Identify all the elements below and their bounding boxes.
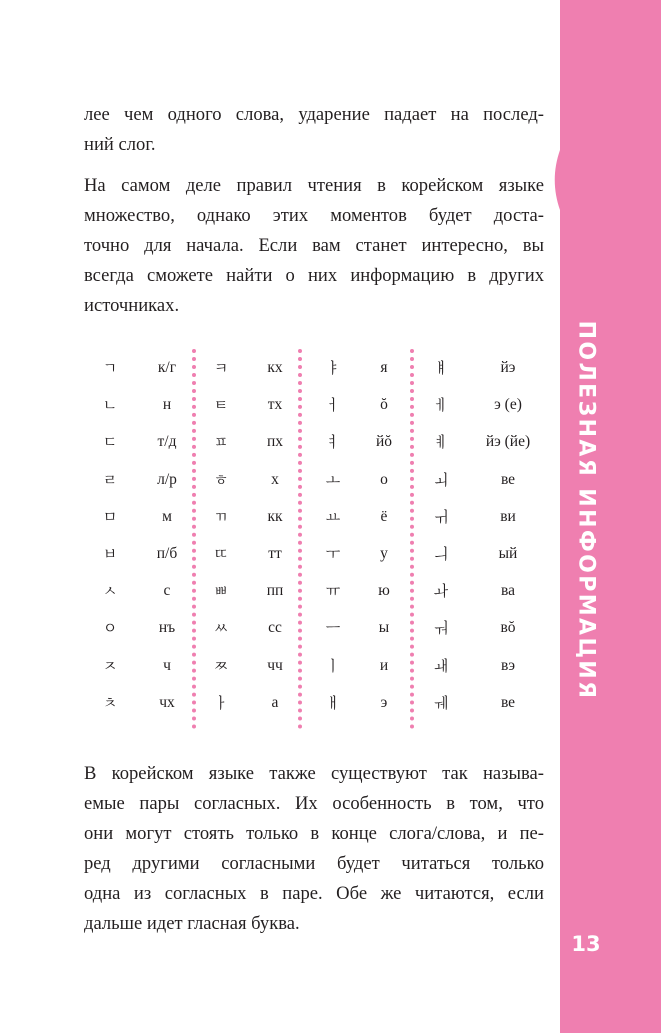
vowel-reading: э (е)	[494, 396, 522, 414]
korean-consonant: ㅊ	[102, 693, 118, 712]
korean-consonant: ㅇ	[102, 619, 118, 638]
alphabet-row	[90, 576, 550, 606]
text-line: емые пары согласных. Их особенность в том, что	[84, 793, 544, 814]
text-line: ред другими согласными будет читаться только	[84, 853, 544, 874]
korean-vowel: ㅞ	[433, 693, 449, 712]
korean-consonant: ㅎ	[213, 470, 229, 489]
korean-vowel: ㅝ	[433, 619, 449, 638]
vowel-reading: ве	[500, 470, 516, 488]
consonant-reading: пх	[266, 433, 284, 451]
vowel-reading: вэ	[501, 656, 515, 674]
vowel-reading: ви	[500, 507, 516, 525]
consonant-reading: л/р	[157, 470, 177, 488]
text-line: лее чем одного слова, ударение падает на послед-	[84, 104, 544, 125]
consonant-reading: сс	[268, 619, 282, 637]
korean-vowel: ㅟ	[433, 507, 449, 526]
side-tab-title: ПОЛЕЗНАЯ ИНФОРМАЦИЯ	[573, 320, 599, 700]
vowel-reading: ва	[501, 582, 515, 600]
vowel-reading: ы	[378, 619, 390, 637]
korean-vowel: ㅐ	[325, 693, 341, 712]
alphabet-row	[90, 353, 550, 383]
vowel-reading: у	[380, 545, 388, 562]
korean-consonant: ㄷ	[102, 433, 118, 452]
vowel-reading: о	[380, 470, 388, 488]
alphabet-row	[90, 465, 550, 495]
text-line: точно для начала. Если вам станет интересно, вы	[84, 235, 544, 256]
vowel-reading: и	[379, 656, 389, 674]
korean-consonant: ㄲ	[213, 507, 229, 526]
korean-consonant: ㄸ	[213, 545, 229, 563]
consonant-reading: кх	[267, 359, 283, 376]
korean-vowel: ㅣ	[325, 656, 341, 675]
text-line: В корейском языке также существуют так называ-	[84, 763, 544, 784]
korean-vowel: ㅗ	[325, 470, 341, 489]
vowel-reading: вŏ	[500, 619, 516, 637]
alphabet-row	[90, 427, 550, 457]
korean-vowel: ㅠ	[325, 582, 341, 601]
paragraph-2	[84, 171, 544, 321]
consonant-reading: а	[271, 693, 279, 711]
consonant-reading: пп	[266, 582, 284, 600]
text-line: они могут стоять только в конце слога/слова, и пе-	[84, 823, 544, 844]
paragraph-1	[84, 100, 544, 160]
alphabet-row	[90, 390, 550, 420]
consonant-reading: тх	[267, 396, 283, 414]
text-line: источниках.	[84, 295, 180, 316]
vowel-reading: ё	[380, 507, 388, 525]
korean-vowel: ㅘ	[433, 582, 449, 601]
korean-consonant: ㅍ	[213, 433, 229, 452]
vowel-reading: йŏ	[375, 433, 393, 451]
korean-consonant: ㅂ	[102, 545, 118, 563]
korean-vowel: ㅖ	[433, 433, 449, 452]
consonant-reading: ч	[163, 656, 171, 674]
korean-consonant: ㅁ	[102, 507, 118, 526]
korean-consonant: ㅌ	[213, 396, 229, 415]
alphabet-row	[90, 613, 550, 643]
korean-consonant: ㅉ	[213, 656, 229, 675]
consonant-reading: кк	[267, 507, 283, 525]
alphabet-row	[90, 688, 550, 718]
korean-consonant: ㄹ	[102, 470, 118, 489]
korean-vowel: ㅙ	[433, 656, 449, 675]
korean-vowel: ㅚ	[433, 470, 449, 489]
korean-vowel: ㅓ	[325, 396, 341, 415]
page-number: 13	[571, 932, 601, 956]
text-line: всегда сможете найти о них информацию в других	[84, 265, 544, 286]
consonant-reading: с	[163, 582, 171, 600]
alphabet-row	[90, 651, 550, 681]
text-line: одна из согласных в паре. Обе же читаются, если	[84, 883, 544, 904]
consonant-reading: чч	[267, 656, 283, 674]
text-line: На самом деле правил чтения в корейском языке	[84, 175, 544, 196]
vowel-reading: йэ	[500, 359, 516, 376]
consonant-reading: н	[162, 396, 172, 414]
korean-vowel: ㅕ	[325, 433, 341, 452]
korean-vowel: ㅒ	[433, 359, 449, 377]
alphabet-table	[90, 349, 550, 729]
korean-consonant: ㅅ	[102, 582, 118, 601]
vowel-reading: ŏ	[380, 396, 388, 414]
consonant-reading: нъ	[158, 619, 176, 637]
korean-consonant: ㄴ	[102, 396, 118, 415]
korean-vowel: ㅔ	[433, 396, 449, 415]
korean-consonant: ㅈ	[102, 656, 118, 675]
consonant-reading: м	[162, 507, 172, 525]
vowel-reading: йэ (йе)	[485, 433, 531, 451]
text-line: множество, однако этих моментов будет доста-	[84, 205, 544, 226]
korean-vowel: ㅜ	[325, 545, 341, 563]
korean-consonant: ㄱ	[102, 359, 118, 377]
consonant-reading: х	[271, 470, 279, 488]
consonant-reading: тт	[268, 545, 282, 562]
korean-consonant: ㅃ	[213, 582, 229, 601]
paragraph-3	[84, 759, 544, 939]
text-line: дальше идет гласная буква.	[84, 913, 300, 934]
consonant-reading: чх	[159, 693, 175, 711]
alphabet-row	[90, 502, 550, 532]
vowel-reading: ве	[500, 693, 516, 711]
vowel-reading: ю	[378, 582, 390, 600]
korean-consonant: ㅏ	[213, 693, 229, 712]
korean-vowel: ㅑ	[325, 359, 341, 377]
korean-vowel: ㅛ	[325, 507, 341, 526]
vowel-reading: ый	[498, 545, 518, 562]
alphabet-row	[90, 539, 550, 569]
consonant-reading: п/б	[156, 545, 178, 562]
consonant-reading: к/г	[157, 359, 177, 376]
consonant-reading: т/д	[157, 433, 177, 451]
text-line: ний слог.	[84, 134, 156, 155]
vowel-reading: я	[380, 359, 388, 376]
vowel-reading: э	[380, 693, 388, 711]
korean-vowel: ㅢ	[433, 545, 449, 563]
korean-consonant: ㅆ	[213, 619, 229, 638]
korean-vowel: ㅡ	[325, 619, 341, 638]
korean-consonant: ㅋ	[213, 359, 229, 377]
